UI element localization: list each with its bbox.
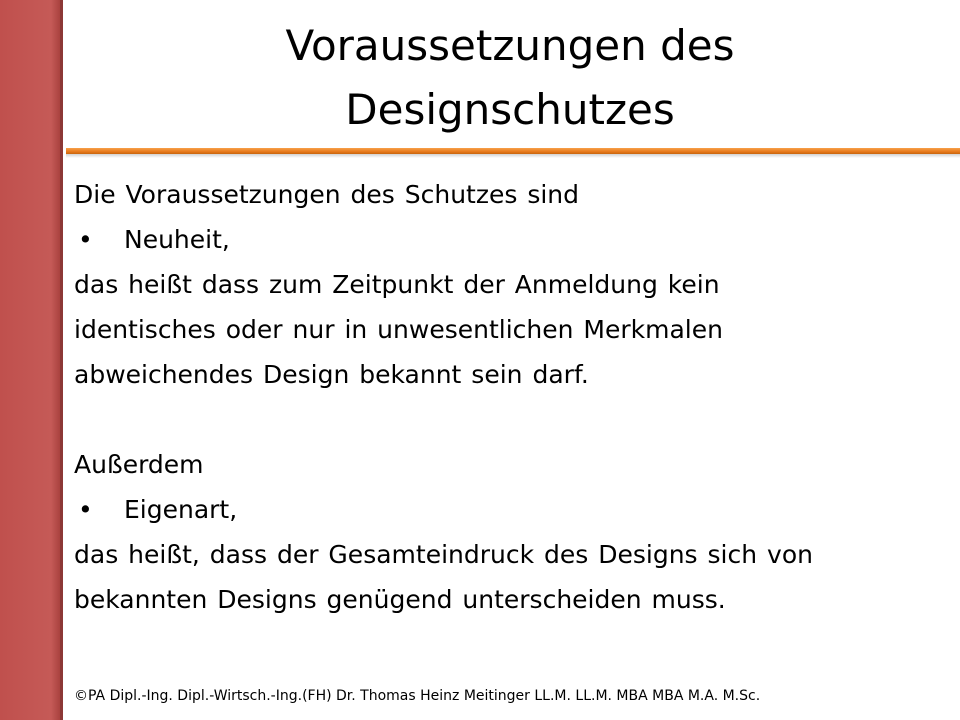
- bullet-neuheit: [74, 217, 954, 262]
- slide-title-line-1: Voraussetzungen des: [285, 21, 735, 70]
- neuheit-line: identisches oder nur in unwesentlichen Merkmalen: [74, 315, 723, 344]
- copyright-footer: ©PA Dipl.-Ing. Dipl.-Wirtsch.-Ing.(FH) Dr. Thomas Heinz Meitinger LL.M. LL.M. MBA MBA M.A. M.Sc.: [74, 688, 761, 704]
- ausserdem-text: Außerdem: [74, 450, 204, 479]
- eigenart-line: das heißt, dass der Gesamteindruck des Designs sich von: [74, 540, 813, 569]
- neuheit-line: abweichendes Design bekannt sein darf.: [74, 360, 589, 389]
- bullet-marker: •: [78, 225, 93, 254]
- slide-title-line-2: Designschutzes: [345, 85, 675, 134]
- eigenart-line: bekannten Designs genügend unterscheiden muss.: [74, 585, 726, 614]
- paragraph-spacer: [74, 397, 954, 442]
- slide-body: [74, 172, 954, 622]
- title-divider-shadow: [66, 154, 960, 158]
- intro-text: Die Voraussetzungen des Schutzes sind: [74, 180, 579, 209]
- bullet-marker: •: [78, 495, 93, 524]
- bullet-label: Eigenart,: [124, 495, 238, 524]
- bullet-eigenart: [74, 487, 954, 532]
- slide-title: [70, 14, 950, 142]
- neuheit-line: das heißt dass zum Zeitpunkt der Anmeldung kein: [74, 270, 720, 299]
- bullet-label: Neuheit,: [124, 225, 230, 254]
- left-accent-bar: [0, 0, 63, 720]
